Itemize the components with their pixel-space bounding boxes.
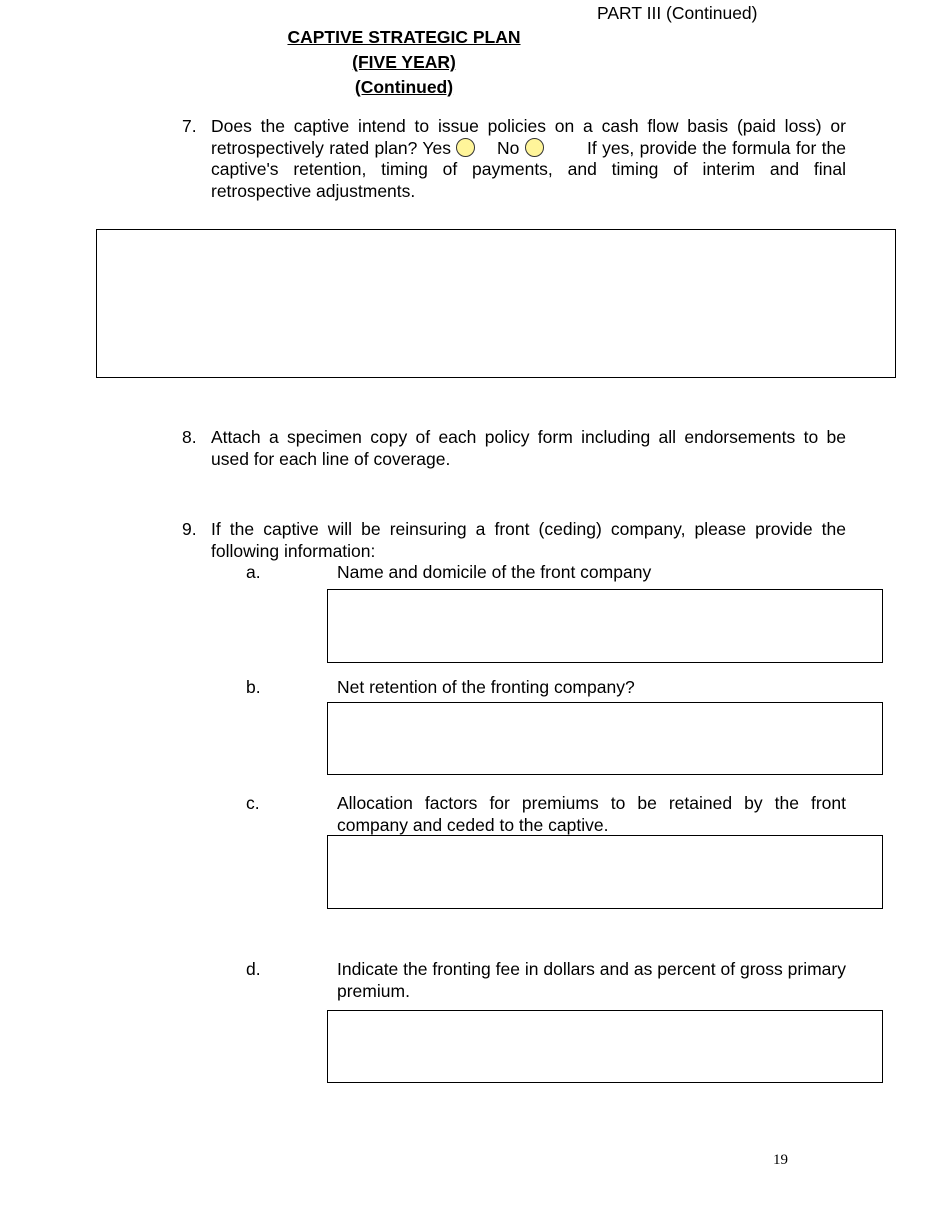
q7-text-c: If yes, provide the formula for the captive's retention, timing of payments, and timing of interim and final retrospective adjustments.	[211, 137, 847, 201]
q7-number: 7.	[182, 116, 197, 136]
q9a-letter: a.	[246, 562, 261, 582]
q9d-text: Indicate the fronting fee in dollars and as percent of gross primary premium.	[337, 959, 846, 1001]
q8-text: Attach a specimen copy of each policy form including all endorsements to be used for each line of coverage.	[211, 427, 846, 469]
title-line-3: (Continued)	[354, 77, 454, 97]
q9b-answer-box[interactable]	[327, 702, 883, 775]
q9d-answer-box[interactable]	[327, 1010, 883, 1083]
q7-answer-box[interactable]	[96, 229, 896, 378]
q9c-text: Allocation factors for premiums to be retained by the front company and ceded to the captive.	[337, 793, 846, 835]
q7-text-a: Does the captive intend to issue policies on a cash flow basis (paid loss) or retrospectively rated plan? Yes	[211, 116, 846, 158]
q7-yes-radio[interactable]	[456, 138, 475, 157]
q7-no-radio[interactable]	[525, 138, 544, 157]
q9b-letter: b.	[246, 677, 261, 697]
q9-number: 9.	[182, 519, 197, 539]
q7-text-b: No	[496, 137, 520, 158]
page-number: 19	[773, 1152, 788, 1168]
q9-text: If the captive will be reinsuring a front (ceding) company, please provide the following information:	[211, 519, 846, 561]
q9c-letter: c.	[246, 793, 260, 813]
q9c-answer-box[interactable]	[327, 835, 883, 909]
q7-text	[211, 116, 846, 202]
q8-number: 8.	[182, 427, 197, 447]
title-line-2: (FIVE YEAR)	[352, 52, 456, 72]
q9a-text: Name and domicile of the front company	[337, 562, 652, 582]
title-line-1: CAPTIVE STRATEGIC PLAN	[287, 27, 521, 47]
q9a-answer-box[interactable]	[327, 589, 883, 663]
part-header: PART III (Continued)	[597, 3, 758, 23]
q9d-letter: d.	[246, 959, 261, 979]
q9b-text: Net retention of the fronting company?	[337, 677, 635, 697]
